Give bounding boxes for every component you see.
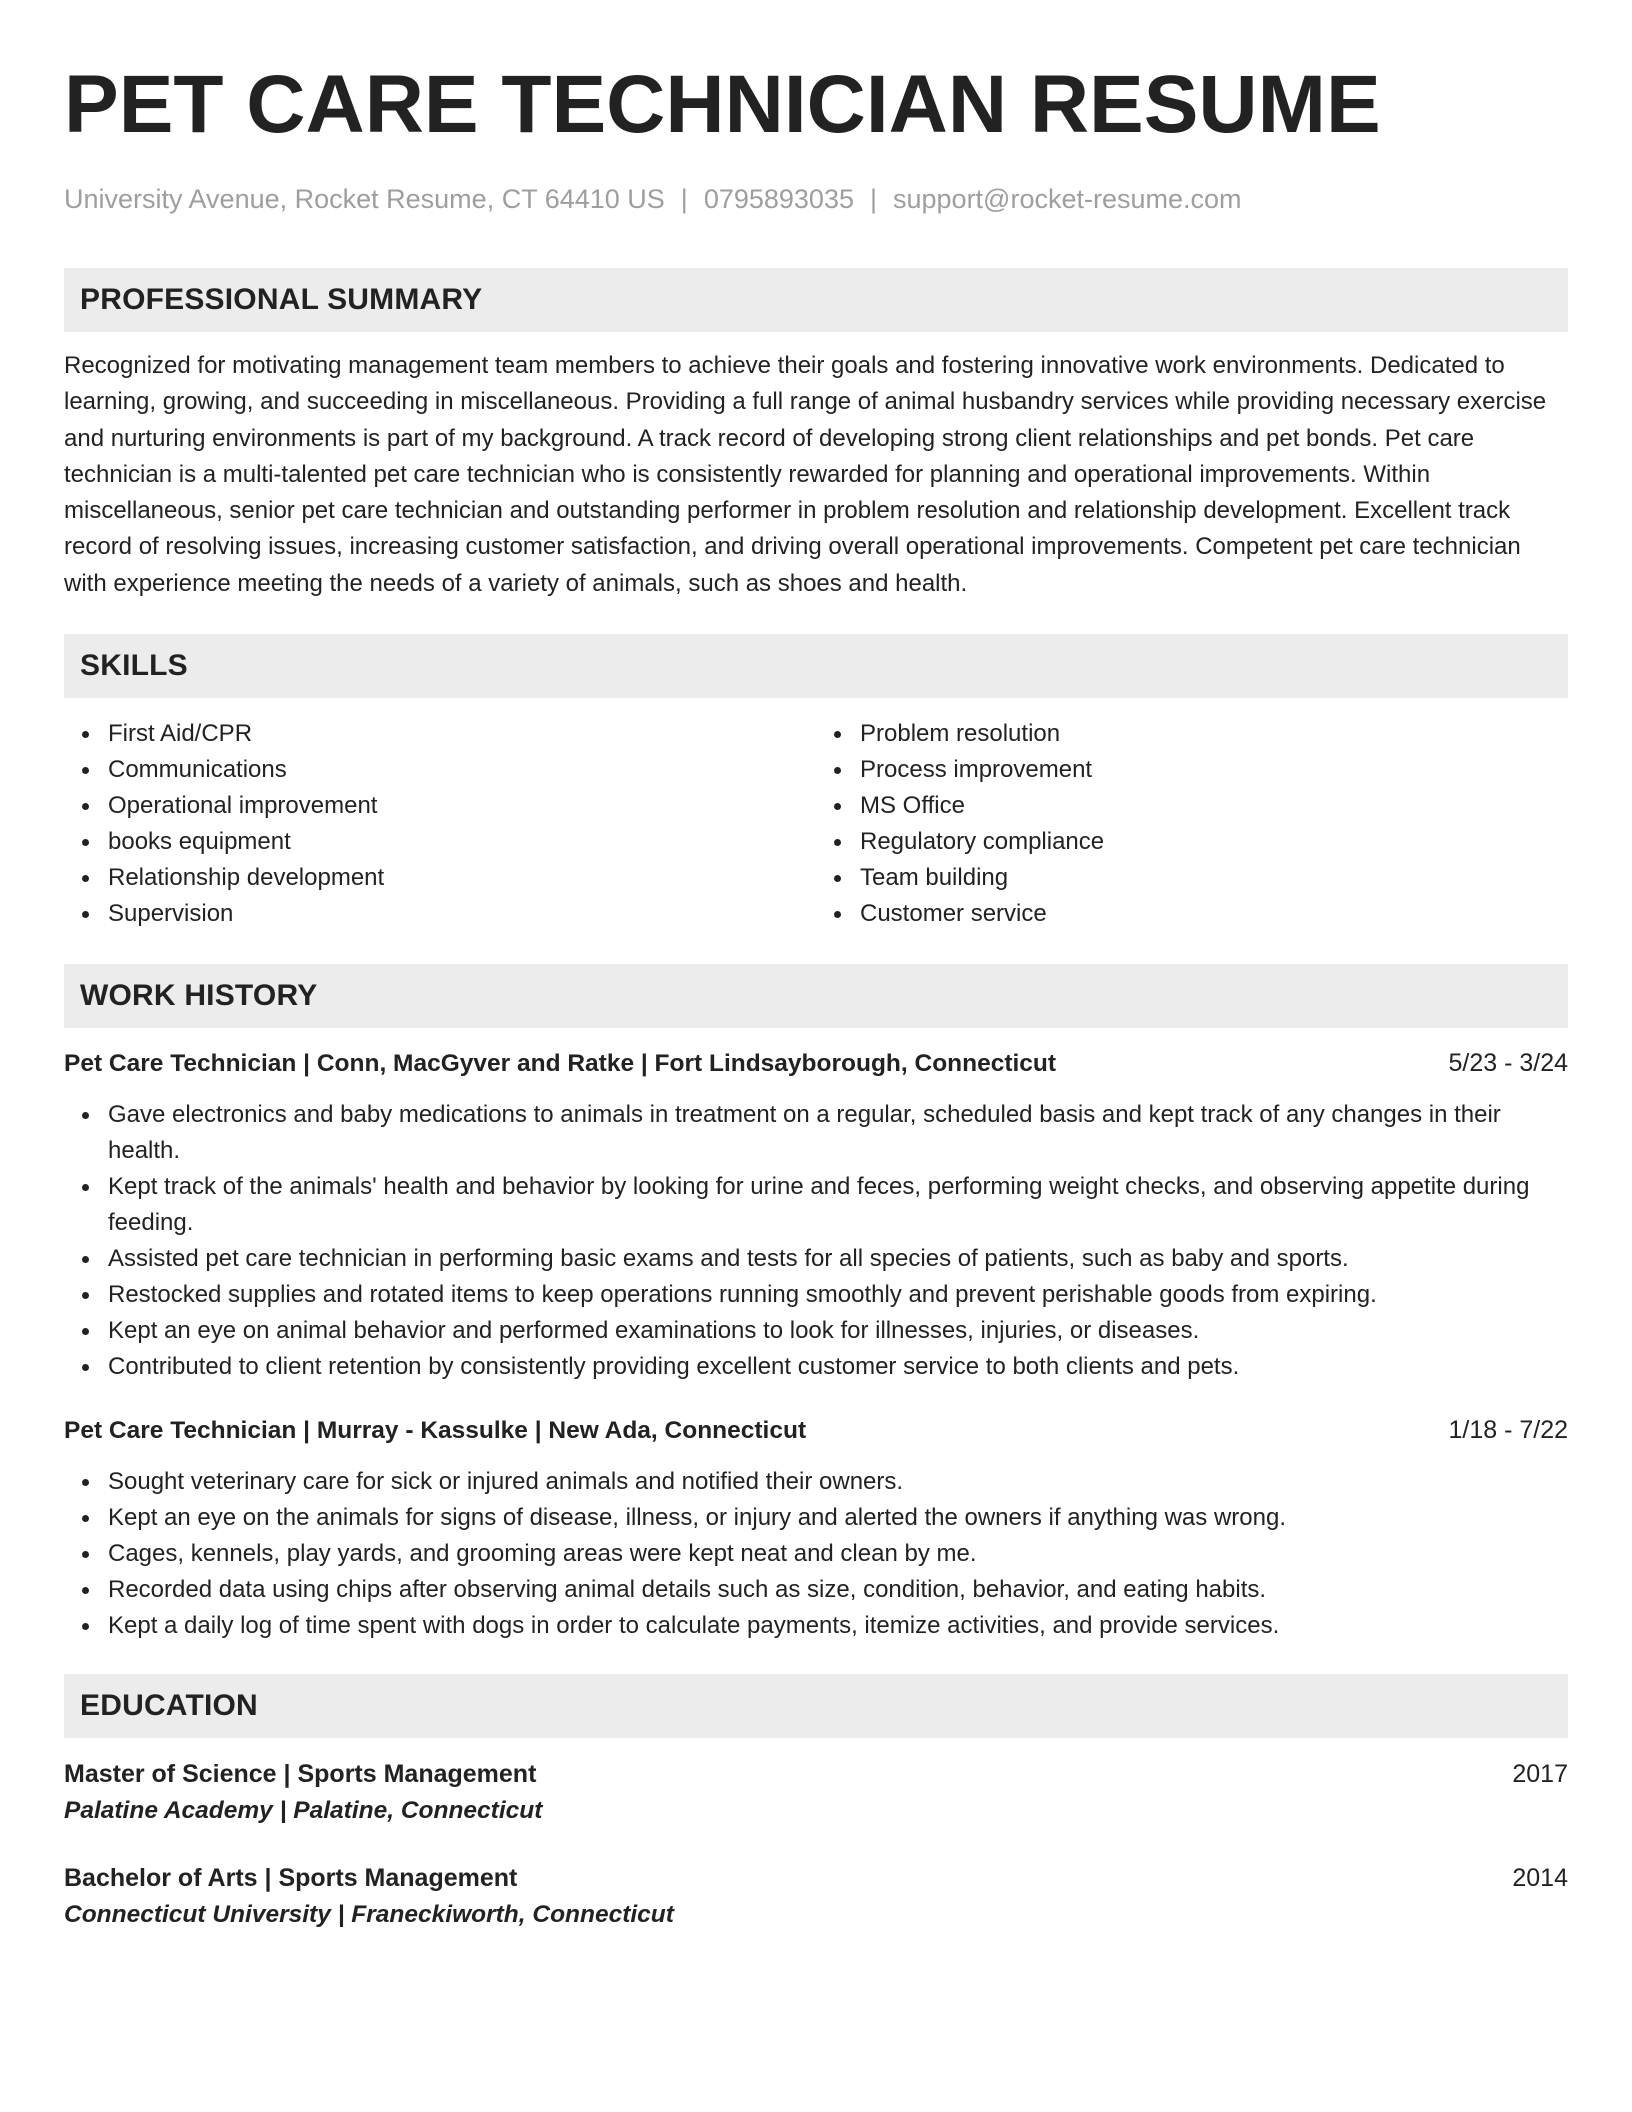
skill-item: Problem resolution bbox=[860, 716, 1568, 752]
job-bullet: Contributed to client retention by consistently providing excellent customer service to both clients and pets. bbox=[108, 1349, 1568, 1385]
skill-item: Supervision bbox=[108, 896, 816, 932]
job-bullet: Kept an eye on the animals for signs of disease, illness, or injury and alerted the owners if anything was wrong. bbox=[108, 1500, 1568, 1536]
education-entry bbox=[64, 1756, 1568, 1830]
skill-item: Operational improvement bbox=[108, 788, 816, 824]
job-title: Pet Care Technician | Conn, MacGyver and Ratke | Fort Lindsayborough, Connecticut bbox=[64, 1050, 1057, 1078]
skills-column-left bbox=[64, 716, 816, 932]
education-year: 2014 bbox=[1512, 1864, 1568, 1893]
education-school: Palatine Academy | Palatine, Connecticut bbox=[64, 1797, 543, 1825]
job-bullet: Sought veterinary care for sick or injured animals and notified their owners. bbox=[108, 1464, 1568, 1500]
contact-line bbox=[64, 182, 1568, 216]
education-year: 2017 bbox=[1512, 1760, 1568, 1789]
work-history-section bbox=[64, 964, 1568, 1644]
contact-separator: | bbox=[680, 184, 688, 214]
contact-phone: 0795893035 bbox=[703, 184, 854, 214]
education-header bbox=[64, 1860, 1568, 1896]
skill-item: First Aid/CPR bbox=[108, 716, 816, 752]
job-bullet: Kept a daily log of time spent with dogs in order to calculate payments, itemize activities, and provide services. bbox=[108, 1608, 1568, 1644]
skill-item: books equipment bbox=[108, 824, 816, 860]
summary-text: Recognized for motivating management team members to achieve their goals and fostering innovative work environments. Dedicated to learning, growing, and succeeding in miscellaneous. Providing a full range of animal husbandry services while providing necessary exercise and nurturing environments is part of my background. A track record of developing strong client relationships and pet bonds. Pet care technician is a multi-talented pet care technician who is consistently rewarded for planning and operational improvements. Within miscellaneous, senior pet care technician and outstanding performer in problem resolution and relationship development. Excellent track record of resolving issues, increasing customer satisfaction, and driving overall operational improvements. Competent pet care technician with experience meeting the needs of a variety of animals, such as shoes and health. bbox=[64, 352, 1547, 597]
contact-address: University Avenue, Rocket Resume, CT 64410 US bbox=[64, 184, 665, 214]
job-bullet: Assisted pet care technician in performing basic exams and tests for all species of patients, such as baby and sports. bbox=[108, 1241, 1568, 1277]
section-heading-work: WORK HISTORY bbox=[64, 964, 1568, 1028]
education-section bbox=[64, 1674, 1568, 1934]
job-bullet: Recorded data using chips after observing animal details such as size, condition, behavior, and eating habits. bbox=[108, 1572, 1568, 1608]
skill-item: Customer service bbox=[860, 896, 1568, 932]
section-heading-education: EDUCATION bbox=[64, 1674, 1568, 1738]
skill-item: Relationship development bbox=[108, 860, 816, 896]
resume-title: PET CARE TECHNICIAN RESUME bbox=[64, 59, 1381, 150]
job-title: Pet Care Technician | Murray - Kassulke | New Ada, Connecticut bbox=[64, 1417, 807, 1445]
skill-item: Regulatory compliance bbox=[860, 824, 1568, 860]
skill-item: Communications bbox=[108, 752, 816, 788]
education-degree: Bachelor of Arts | Sports Management bbox=[64, 1864, 518, 1893]
education-degree: Master of Science | Sports Management bbox=[64, 1760, 537, 1789]
job-bullet: Kept track of the animals' health and behavior by looking for urine and feces, performing weight checks, and observing appetite during feeding. bbox=[108, 1169, 1568, 1241]
job-bullet: Restocked supplies and rotated items to keep operations running smoothly and prevent perishable goods from expiring. bbox=[108, 1277, 1568, 1313]
skill-item: Team building bbox=[860, 860, 1568, 896]
job-entry bbox=[64, 1046, 1568, 1385]
skills-column-right bbox=[816, 716, 1568, 932]
job-bullet: Gave electronics and baby medications to animals in treatment on a regular, scheduled basis and kept track of any changes in their health. bbox=[108, 1097, 1568, 1169]
section-heading-skills: SKILLS bbox=[64, 634, 1568, 698]
education-entry bbox=[64, 1860, 1568, 1934]
job-dates: 1/18 - 7/22 bbox=[1448, 1416, 1568, 1445]
section-heading-summary: PROFESSIONAL SUMMARY bbox=[64, 268, 1568, 332]
contact-separator: | bbox=[869, 184, 877, 214]
education-school: Connecticut University | Franeckiworth, Connecticut bbox=[64, 1901, 674, 1929]
skills-grid bbox=[64, 716, 1568, 932]
skill-item: Process improvement bbox=[860, 752, 1568, 788]
education-header bbox=[64, 1756, 1568, 1792]
job-bullet: Kept an eye on animal behavior and performed examinations to look for illnesses, injuries, or diseases. bbox=[108, 1313, 1568, 1349]
job-header bbox=[64, 1413, 1568, 1448]
job-dates: 5/23 - 3/24 bbox=[1448, 1049, 1568, 1078]
job-bullet: Cages, kennels, play yards, and grooming areas were kept neat and clean by me. bbox=[108, 1536, 1568, 1572]
job-bullets bbox=[64, 1464, 1568, 1644]
contact-email: support@rocket-resume.com bbox=[893, 184, 1242, 214]
job-bullets bbox=[64, 1097, 1568, 1385]
summary-section bbox=[64, 268, 1568, 602]
skill-item: MS Office bbox=[860, 788, 1568, 824]
job-header bbox=[64, 1046, 1568, 1081]
job-entry bbox=[64, 1413, 1568, 1644]
skills-section bbox=[64, 634, 1568, 932]
